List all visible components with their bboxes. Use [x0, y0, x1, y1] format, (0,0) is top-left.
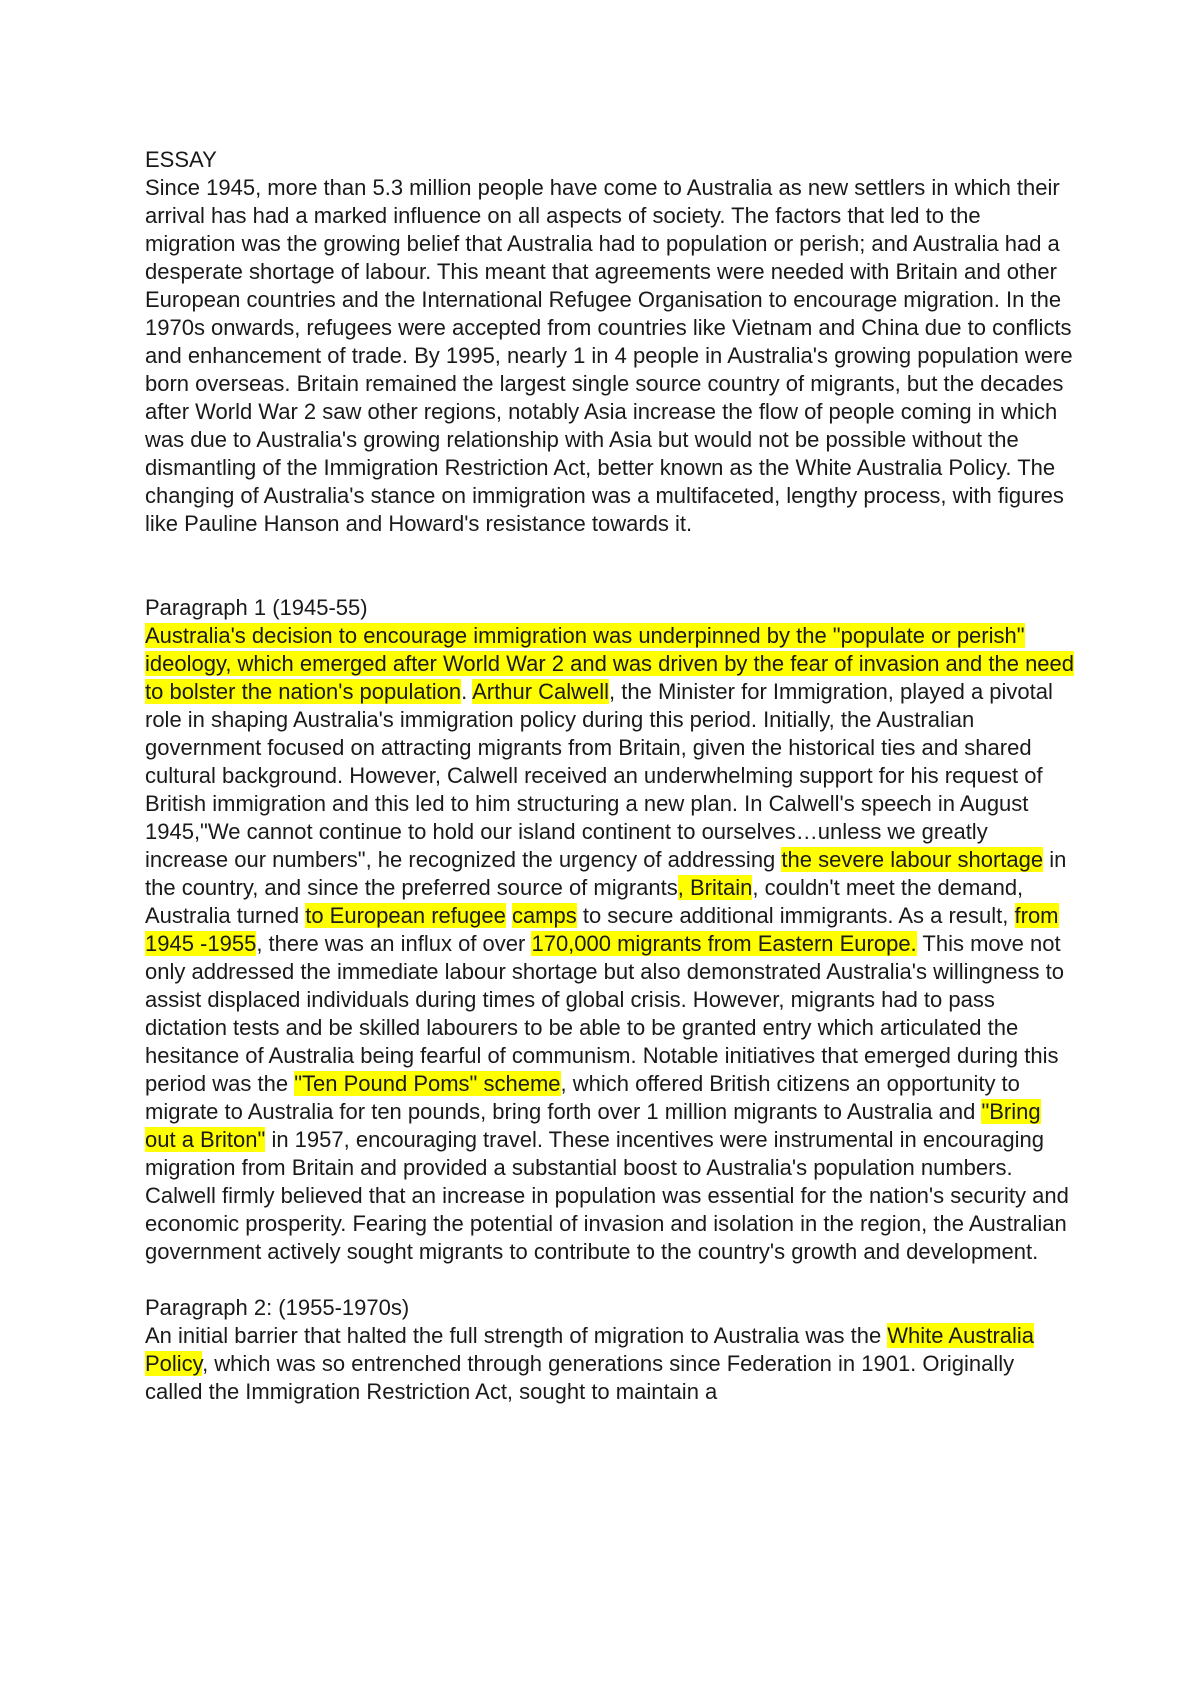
- highlighted-text: "Bring out a Briton": [145, 1099, 1041, 1152]
- body-text: , there was an influx of over: [256, 931, 532, 956]
- spacer: [145, 538, 1075, 594]
- body-text: , which was so entrenched through generations since Federation in 1901. Originally called the Immigration Restriction Act, sought to maintain a: [145, 1351, 1015, 1404]
- essay-title: ESSAY: [145, 147, 217, 172]
- paragraph-1-heading: Paragraph 1 (1945-55): [145, 595, 368, 620]
- highlighted-text: "Ten Pound Poms" scheme: [294, 1071, 561, 1096]
- body-text: , which offered British citizens an opportunity to migrate to Australia for ten pounds, bring forth over 1 million migrants to Australia and: [145, 1071, 1020, 1124]
- body-text: in 1957, encouraging travel. These incentives were instrumental in encouraging migration from Britain and provided a substantial boost to Australia's population numbers. Calwell firmly believed that an increase in population was essential for the nation's security and economic prosperity. Fearing the potential of invasion and isolation in the region, the Australian government actively sought migrants to contribute to the country's growth and development.: [145, 1127, 1069, 1264]
- body-text: .: [461, 679, 473, 704]
- intro-paragraph: Since 1945, more than 5.3 million people have come to Australia as new settlers in which their arrival has had a marked influence on all aspects of society. The factors that led to the migration was the growing belief that Australia had to population or perish; and Australia had a desperate shortage of labour. This meant that agreements were needed with Britain and other European countries and the International Refugee Organisation to encourage migration. In the 1970s onwards, refugees were accepted from countries like Vietnam and China due to conflicts and enhancement of trade. By 1995, nearly 1 in 4 people in Australia's growing population were born overseas. Britain remained the largest single source country of migrants, but the decades after World War 2 saw other regions, notably Asia increase the flow of people coming in which was due to Australia's growing relationship with Asia but would not be possible without the dismantling of the Immigration Restriction Act, better known as the White Australia Policy. The changing of Australia's stance on immigration was a multifaceted, lengthy process, with figures like Pauline Hanson and Howard's resistance towards it.: [145, 175, 1073, 536]
- highlighted-text: from 1945 -1955: [145, 903, 1059, 956]
- essay-document: [145, 146, 1075, 1406]
- spacer: [145, 1266, 1075, 1294]
- highlighted-text: 170,000 migrants from Eastern Europe.: [531, 931, 917, 956]
- highlighted-text: camps: [511, 903, 577, 928]
- highlighted-text: , Britain: [677, 875, 753, 900]
- paragraph-2-body: [145, 1322, 1075, 1406]
- highlighted-text: Australia's decision to encourage immigration was underpinned by the "populate or perish" ideology, which emerged after World War 2 and was driven by the fear of invasion and the need to bolster the nation's population: [145, 623, 1075, 704]
- highlighted-text: White Australia Policy: [145, 1323, 1035, 1376]
- body-text: in the country, and since the preferred source of migrants: [145, 847, 1067, 900]
- body-text: , couldn't meet the demand, Australia turned: [145, 875, 1024, 928]
- body-text: This move not only addressed the immediate labour shortage but also demonstrated Australia's willingness to assist displaced individuals during times of global crisis. However, migrants had to pass dictation tests and be skilled labourers to be able to be granted entry which articulated the hesitance of Australia being fearful of communism. Notable initiatives that emerged during this period was the: [145, 931, 1064, 1096]
- paragraph-1-body: [145, 622, 1075, 1266]
- body-text: , the Minister for Immigration, played a pivotal role in shaping Australia's immigration policy during this period. Initially, the Australian government focused on attracting migrants from Britain, given the historical ties and shared cultural background. However, Calwell received an underwhelming support for his request of British immigration and this led to him structuring a new plan. In Calwell's speech in August 1945,"We cannot continue to hold our island continent to ourselves…unless we greatly increase our numbers", he recognized the urgency of addressing: [145, 679, 1053, 872]
- body-text: to secure additional immigrants. As a result,: [576, 903, 1015, 928]
- body-text: An initial barrier that halted the full strength of migration to Australia was the: [145, 1323, 888, 1348]
- highlighted-text: to European refugee: [305, 903, 506, 928]
- paragraph-2-heading: Paragraph 2: (1955-1970s): [145, 1295, 410, 1320]
- highlighted-text: Arthur Calwell: [472, 679, 610, 704]
- highlighted-text: the severe labour shortage: [781, 847, 1044, 872]
